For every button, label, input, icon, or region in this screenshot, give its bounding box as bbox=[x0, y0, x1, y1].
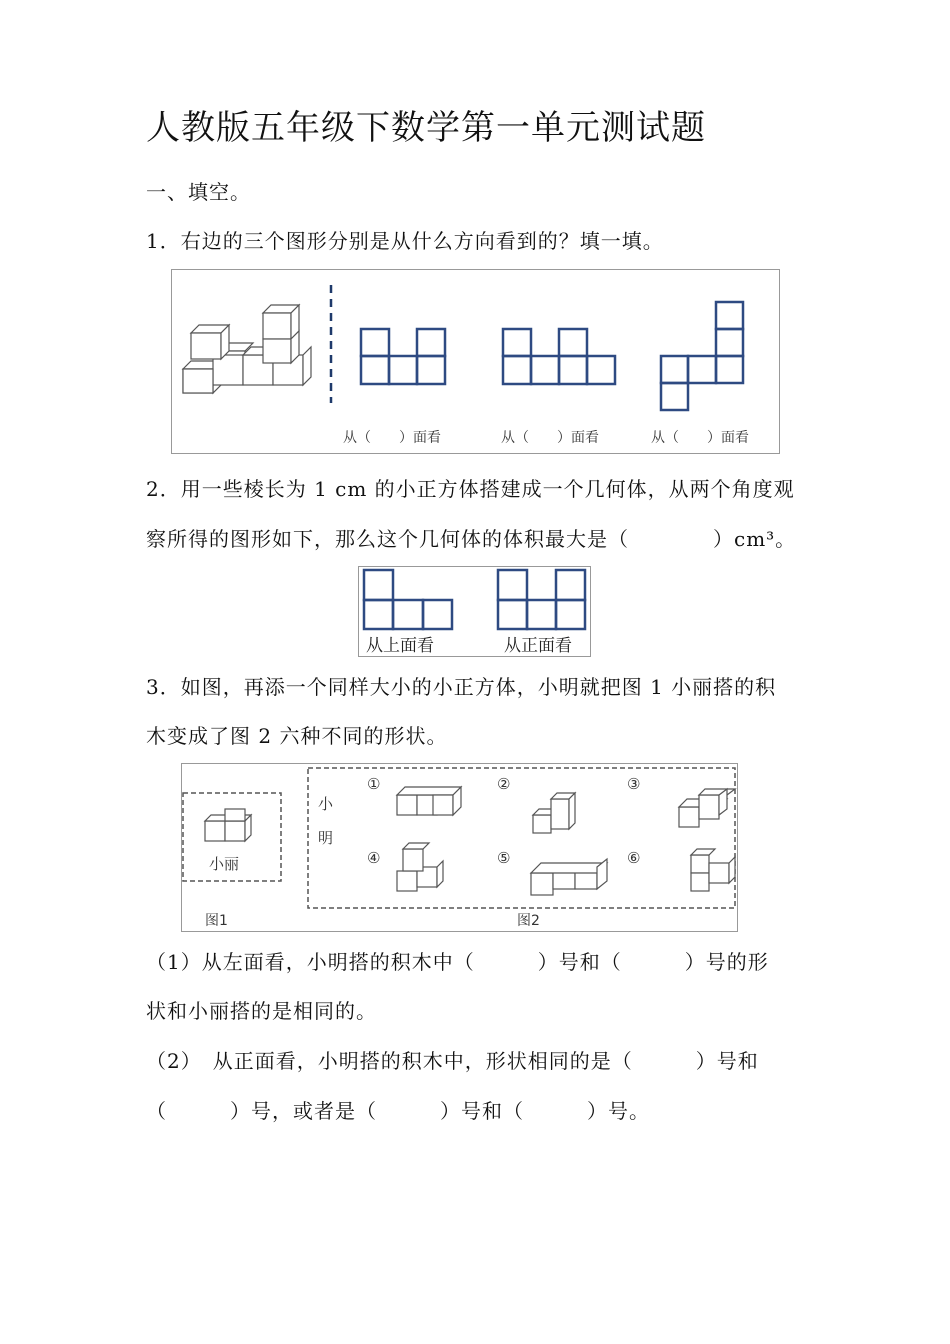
front-view-caption: 从正面看 bbox=[504, 636, 572, 656]
shape-number-6: ⑥ bbox=[627, 849, 641, 867]
figure-2-label: 图2 bbox=[517, 913, 540, 929]
question-1-figure bbox=[171, 269, 781, 455]
figure-1-label: 图1 bbox=[205, 913, 228, 929]
xiaoli-label: 小丽 bbox=[209, 855, 240, 873]
block-shape-1 bbox=[397, 787, 461, 815]
shape-number-5: ⑤ bbox=[497, 849, 511, 867]
question-1-text: 1．右边的三个图形分别是从什么方向看到的？填一填。 bbox=[146, 229, 664, 253]
block-shape-5 bbox=[531, 859, 607, 895]
view-caption-1: 从（ ）面看 bbox=[343, 430, 441, 446]
subquestion-2-line-1: （2） 从正面看，小明搭的积木中，形状相同的是（ ）号和 bbox=[146, 1049, 759, 1073]
section-heading: 一、填空。 bbox=[146, 180, 251, 204]
question-2-line-2: 察所得的图形如下，那么这个几何体的体积最大是（ ）cm³。 bbox=[146, 527, 797, 551]
shape-number-4: ④ bbox=[367, 849, 381, 867]
top-view-caption: 从上面看 bbox=[366, 636, 434, 656]
shape-number-1: ① bbox=[367, 775, 381, 793]
view-caption-2: 从（ ）面看 bbox=[501, 430, 599, 446]
xiaoming-label-2: 明 bbox=[318, 829, 334, 847]
xiaoming-label-1: 小 bbox=[318, 795, 334, 813]
question-3-line-2: 木变成了图 2 六种不同的形状。 bbox=[146, 724, 448, 748]
view-caption-3: 从（ ）面看 bbox=[651, 430, 749, 446]
subquestion-1-line-1: （1）从左面看，小明搭的积木中（ ）号和（ ）号的形 bbox=[146, 950, 769, 974]
shape-number-3: ③ bbox=[627, 775, 641, 793]
subquestion-2-line-2: （ ）号，或者是（ ）号和（ ）号。 bbox=[146, 1099, 650, 1123]
question-2-line-1: 2．用一些棱长为 1 cm 的小正方体搭建成一个几何体，从两个角度观 bbox=[146, 477, 795, 501]
question-3-figure bbox=[181, 763, 739, 933]
question-2-figure bbox=[358, 566, 592, 658]
subquestion-1-line-2: 状和小丽搭的是相同的。 bbox=[146, 999, 377, 1023]
shape-number-2: ② bbox=[497, 775, 511, 793]
page-title: 人教版五年级下数学第一单元测试题 bbox=[146, 108, 706, 148]
question-3-line-1: 3．如图，再添一个同样大小的小正方体，小明就把图 1 小丽搭的积 bbox=[146, 675, 777, 699]
